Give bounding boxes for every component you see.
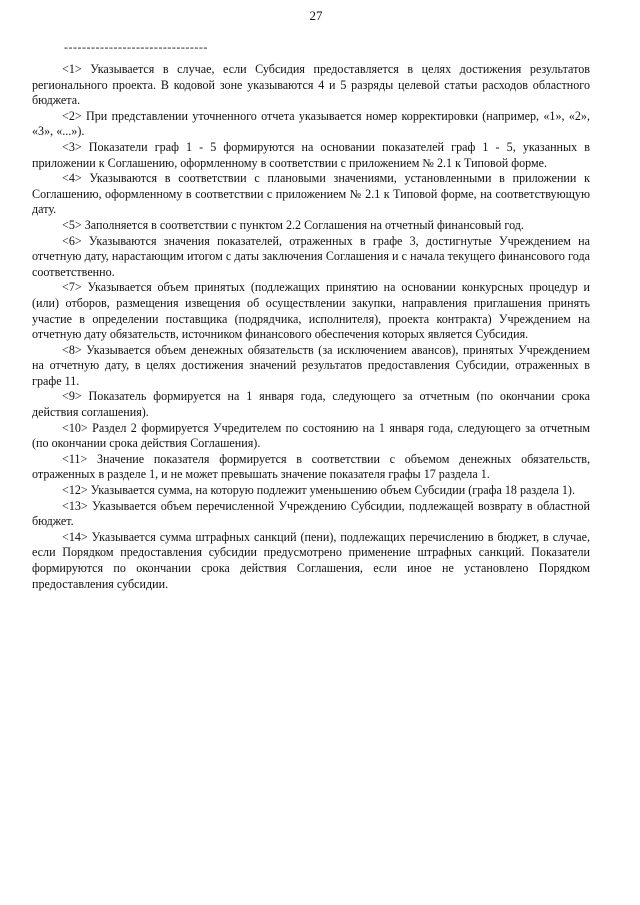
footnote-6: <6> Указываются значения показателей, отраженных в графе 3, достигнутые Учреждением на отчетную дату, нарастающим итогом с даты заключения Соглашения и с начала текущего финансового года соответственно. [32,233,590,279]
footnote-11: <11> Значение показателя формируется в соответствии с объемом денежных обязательств, отраженных в разделе 1, и не может превышать значение показателя графы 17 раздела 1. [32,451,590,482]
footnote-10: <10> Раздел 2 формируется Учредителем по состоянию на 1 января года, следующего за отчетным (по окончании срока действия Соглашения). [32,420,590,451]
footnote-3: <3> Показатели граф 1 - 5 формируются на основании показателей граф 1 - 5, указанных в приложении к Соглашению, оформленному в соответствии с приложением № 2.1 к Типовой форме. [32,139,590,170]
footnote-7: <7> Указывается объем принятых (подлежащих принятию на основании конкурсных процедур и (или) отборов, размещения извещения об осуществлении закупки, направления приглашения принять участие в определении поставщика (подрядчика, исполнителя), проекта контракта) Учреждением на отчетную дату обязательств, источником финансового обеспечения которых является Субсидия. [32,280,590,342]
footnote-separator: -------------------------------- [64,40,208,54]
footnotes [32,62,590,592]
footnote-1: <1> Указывается в случае, если Субсидия предоставляется в целях достижения результатов регионального проекта. В кодовой зоне указываются 4 и 5 разряды целевой статьи расходов областного бюджета. [32,62,590,108]
footnote-5: <5> Заполняется в соответствии с пунктом 2.2 Соглашения на отчетный финансовый год. [62,217,524,232]
footnote-14: <14> Указывается сумма штрафных санкций (пени), подлежащих перечислению в бюджет, в случае, если Порядком предоставления субсидии предусмотрено применение штрафных санкций. Показатели формируются по окончании срока действия Соглашения, если иное не установлено Порядком предоставления субсидии. [32,529,590,591]
footnote-13: <13> Указывается объем перечисленной Учреждению Субсидии, подлежащей возврату в областной бюджет. [32,498,590,529]
footnote-8: <8> Указывается объем денежных обязательств (за исключением авансов), принятых Учреждением на отчетную дату, в целях достижения значений результатов предоставления Субсидии, отраженных в графе 11. [32,342,590,388]
footnote-4: <4> Указываются в соответствии с плановыми значениями, установленными в приложении к Соглашению, оформленному в соответствии с приложением № 2.1 к Типовой форме, на соответствующую дату. [32,171,590,217]
footnote-9: <9> Показатель формируется на 1 января года, следующего за отчетным (по окончании срока действия соглашения). [32,389,590,420]
footnote-2: <2> При представлении уточненного отчета указывается номер корректировки (например, «1», «2», «3», «...»). [32,108,590,139]
footnote-12: <12> Указывается сумма, на которую подлежит уменьшению объем Субсидии (графа 18 раздела 1). [62,483,575,498]
page-number: 27 [309,8,323,23]
